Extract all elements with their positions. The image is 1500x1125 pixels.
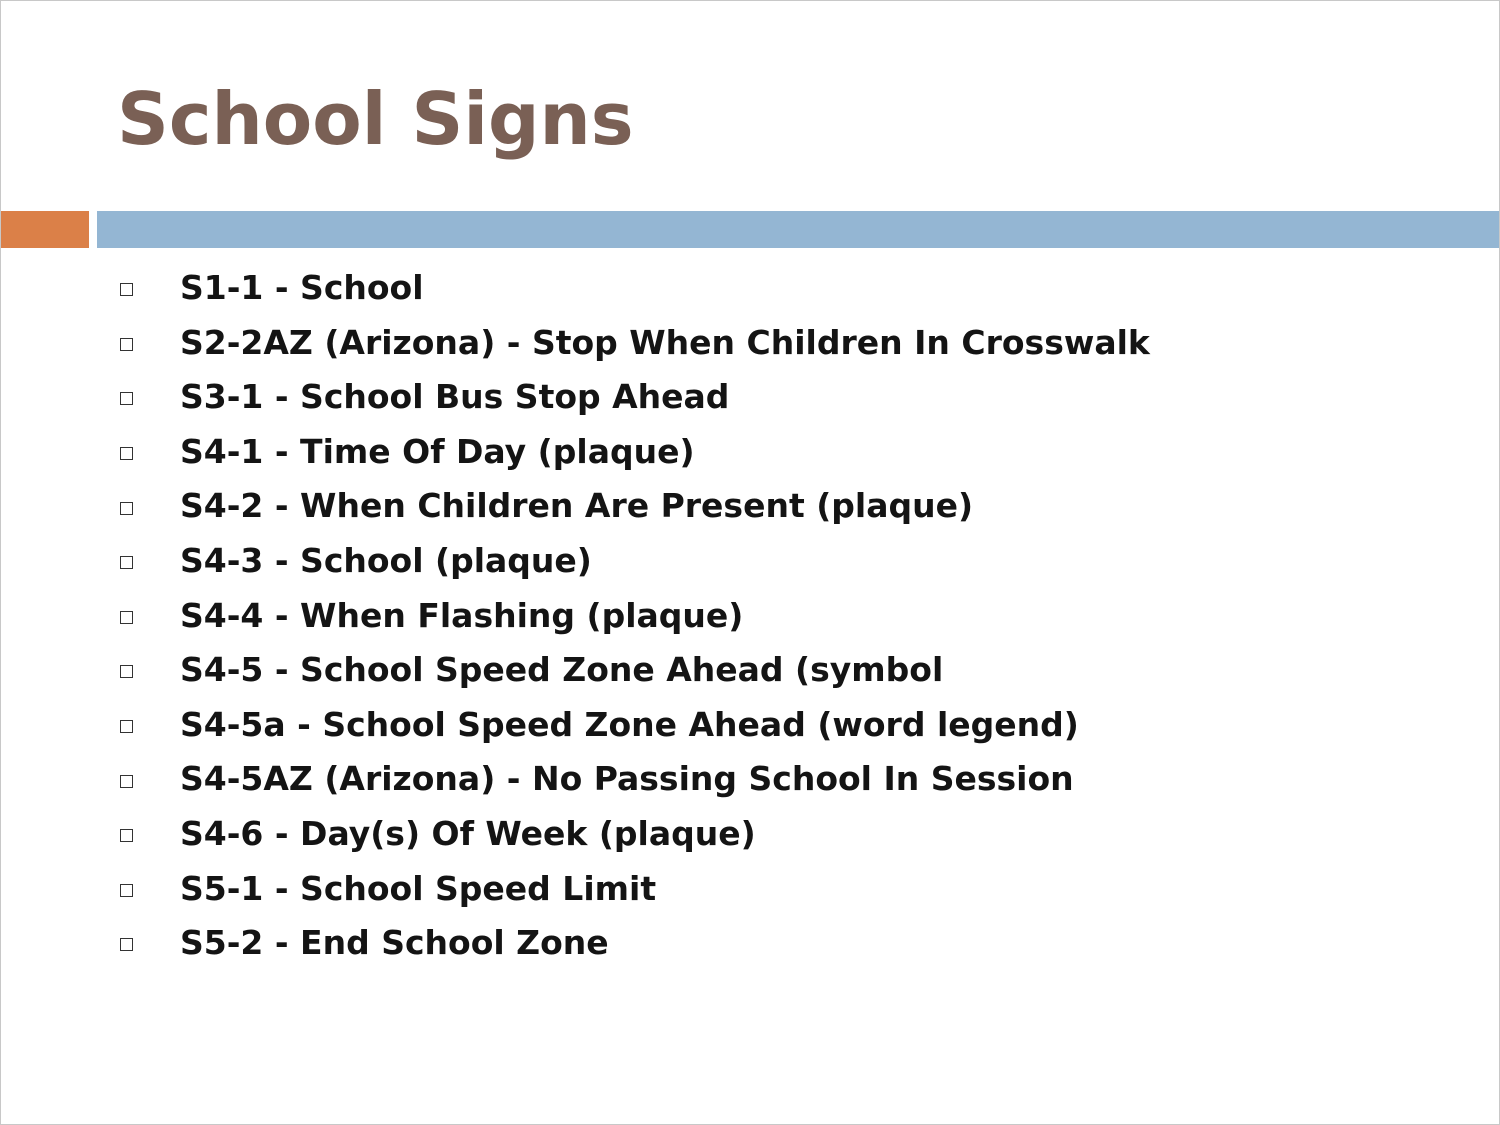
list-item — [1, 752, 1500, 807]
square-bullet-icon — [120, 502, 133, 515]
list-item-text: S4-5AZ (Arizona) - No Passing School In Session — [180, 759, 1074, 799]
square-bullet-icon — [120, 884, 133, 897]
square-bullet-icon — [120, 447, 133, 460]
list-item-text: S4-6 - Day(s) Of Week (plaque) — [180, 813, 756, 853]
list-item-text: S5-1 - School Speed Limit — [180, 868, 657, 908]
slide-title: School Signs — [117, 77, 634, 161]
list-item-text: S4-4 - When Flashing (plaque) — [180, 595, 744, 635]
list-item-text: S2-2AZ (Arizona) - Stop When Children In Crosswalk — [180, 322, 1150, 362]
list-item — [1, 316, 1500, 371]
list-item — [1, 479, 1500, 534]
list-item — [1, 862, 1500, 917]
list-item-text: S4-3 - School (plaque) — [180, 540, 592, 580]
square-bullet-icon — [120, 338, 133, 351]
list-item-text: S1-1 - School — [180, 268, 424, 307]
bullet-list — [1, 261, 1500, 971]
square-bullet-icon — [120, 283, 133, 296]
square-bullet-icon — [120, 938, 133, 951]
list-item — [1, 425, 1500, 480]
square-bullet-icon — [120, 775, 133, 788]
list-item — [1, 643, 1500, 698]
square-bullet-icon — [120, 829, 133, 842]
list-item — [1, 807, 1500, 862]
list-item-text: S5-2 - End School Zone — [180, 923, 609, 963]
square-bullet-icon — [120, 665, 133, 678]
list-item — [1, 261, 1500, 316]
list-item-text: S3-1 - School Bus Stop Ahead — [180, 377, 730, 417]
list-item-text: S4-2 - When Children Are Present (plaque) — [180, 486, 974, 526]
list-item — [1, 589, 1500, 644]
title-accent-bar — [1, 211, 89, 248]
list-item-text: S4-5 - School Speed Zone Ahead (symbol — [180, 650, 944, 690]
list-item-text: S4-1 - Time Of Day (plaque) — [180, 431, 695, 471]
square-bullet-icon — [120, 392, 133, 405]
square-bullet-icon — [120, 611, 133, 624]
list-item — [1, 916, 1500, 971]
square-bullet-icon — [120, 556, 133, 569]
list-item — [1, 370, 1500, 425]
title-divider-bar — [97, 211, 1500, 248]
list-item-text: S4-5a - School Speed Zone Ahead (word legend) — [180, 704, 1079, 744]
list-item — [1, 698, 1500, 753]
list-item — [1, 534, 1500, 589]
square-bullet-icon — [120, 720, 133, 733]
